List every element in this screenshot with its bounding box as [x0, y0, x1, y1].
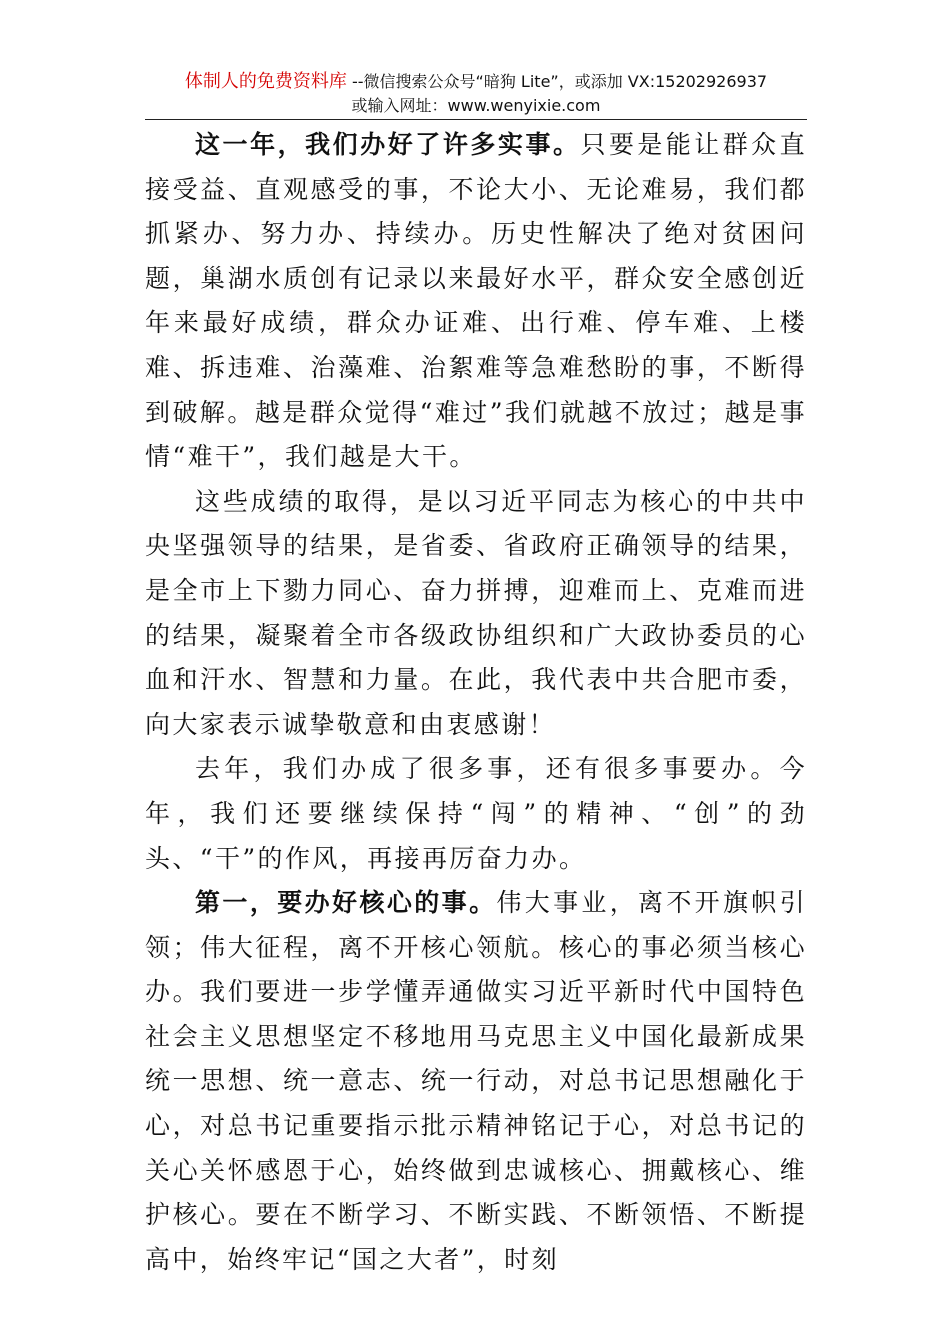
paragraph-text: 伟大事业，离不开旗帜引领；伟大征程，离不开核心领航。核心的事必须当核心办。我们要进一步学懂弄通做实习近平新时代中国特色社会主义思想坚定不移地用马克思主义中国化最新成果统一思想、统一意志、统一行动，对总书记思想融化于心，对总书记重要指示批示精神铭记于心，对总书记的关心关怀感恩于心，始终做到忠诚核心、拥戴核心、维护核心。要在不断学习、不断实践、不断领悟、不断提高中，始终牢记“国之大者”，时刻: [145, 888, 807, 1274]
page-header: [145, 70, 807, 118]
paragraph-first-point: [145, 881, 807, 1282]
paragraph-this-year: [145, 747, 807, 881]
header-line-1: [145, 70, 807, 94]
paragraph-achievements: [145, 123, 807, 480]
header-line-2: 或输入网址：www.wenyixie.com: [351, 96, 601, 115]
paragraph-text: 这些成绩的取得，是以习近平同志为核心的中共中央坚强领导的结果，是省委、省政府正确领导的结果，是全市上下勠力同心、奋力拼搏，迎难而上、克难而进的结果，凝聚着全市各级政协组织和广大政协委员的心血和汗水、智慧和力量。在此，我代表中共合肥市委，向大家表示诚挚敬意和由衷感谢！: [145, 486, 807, 739]
header-brand: 体制人的免费资料库: [184, 71, 347, 92]
header-divider: [145, 119, 807, 120]
header-contact: --微信搜索公众号“暗狗 Lite”，或添加 VX:15202926937: [346, 72, 768, 91]
paragraph-thanks: [145, 480, 807, 748]
paragraph-text: 只要是能让群众直接受益、直观感受的事，不论大小、无论难易，我们都抓紧办、努力办、持续办。历史性解决了绝对贫困问题，巢湖水质创有记录以来最好水平，群众安全感创近年来最好成绩，群众办证难、出行难、停车难、上楼难、拆违难、治藻难、治絮难等急难愁盼的事，不断得到破解。越是群众觉得“难过”我们就越不放过；越是事情“难干”，我们越是大干。: [145, 130, 807, 472]
paragraph-lead: 第一，要办好核心的事。: [195, 888, 497, 918]
paragraph-lead: 这一年，我们办好了许多实事。: [195, 130, 581, 159]
document-body: [145, 123, 807, 1282]
paragraph-text: 去年，我们办成了很多事，还有很多事要办。今年，我们还要继续保持“闯”的精神、“创”的劲头、“干”的作风，再接再厉奋力办。: [145, 754, 807, 873]
